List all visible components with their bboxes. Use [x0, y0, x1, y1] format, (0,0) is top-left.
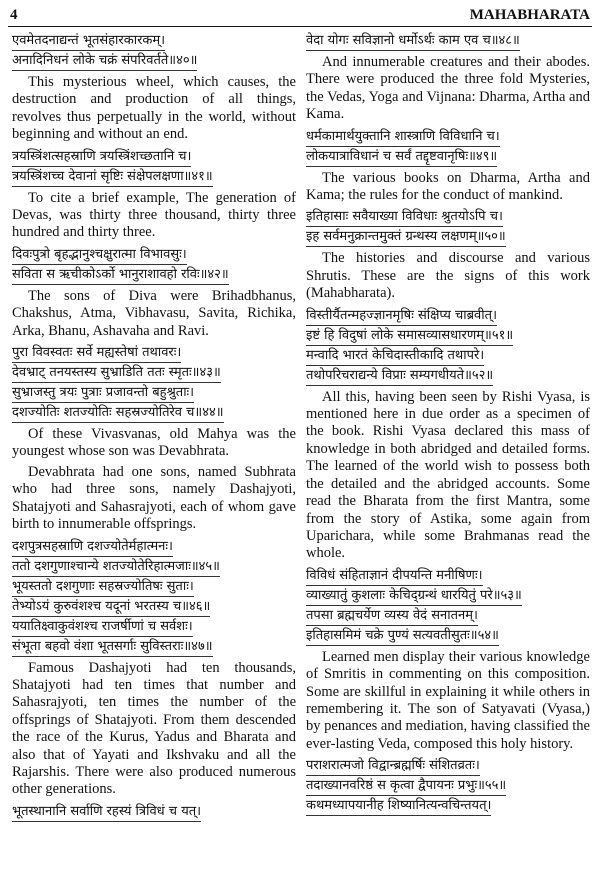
- verse-text: भूतस्थानानि सर्वाणि रहस्यं त्रिविधं च यत्।: [12, 802, 201, 822]
- verse-text: मन्वादि भारतं केचिदास्तीकादि तथापरे।: [306, 346, 484, 366]
- page-header: [8, 6, 592, 27]
- verse-text: दशज्योतिः शतज्योतिः सहस्रज्योतिरेव च॥४४॥: [12, 403, 224, 423]
- translation-paragraph: Devabhrata had one sons, named Subhrata who had three sons, namely Dashajyoti, Shatajyoti and Sahasrajyoti, each of whom gave birth to innumerable offsprings.: [12, 463, 296, 533]
- sanskrit-verse-line: [12, 343, 296, 363]
- verse-text: वेदा योगः सविज्ञानो धर्मोऽर्थः काम एव च॥४८॥: [306, 31, 520, 51]
- verse-text: संभूता बहवो वंशा भूतसर्गाः सुविस्तराः॥४७॥: [12, 637, 213, 657]
- sanskrit-verse-line: [12, 637, 296, 657]
- sanskrit-verse-line: [12, 617, 296, 637]
- verse-text: दशपुत्रसहस्राणि दशज्योतेर्महात्मनः।: [12, 537, 173, 557]
- verse-text: इतिहासाः सवैयाख्या विविधाः श्रुतयोऽपि च।: [306, 207, 503, 227]
- verse-text: देवभ्राट् तनयस्तस्य सुभ्राडिति ततः स्मृतः॥४३॥: [12, 363, 221, 383]
- sanskrit-verse-line: [306, 756, 590, 776]
- verse-text: इह सर्वमनुक्रान्तमुक्तं ग्रन्थस्य लक्षणम्॥५०॥: [306, 227, 506, 247]
- translation-paragraph: All this, having been seen by Rishi Vyasa, is mentioned here in due order as a specimen of the book. Rishi Vyasa declared this mass of knowledge in both abridged and detailed forms. The learned of the world wish to possess both the detailed and the abridged accounts. Some read the Bharata from the first Mantra, some from the story of Astika, some again from Uparichara, while some Brahmanas read the whole.: [306, 388, 590, 562]
- verse-text: ययातिक्ष्वाकुवंशश्च राजर्षीणां च सर्वशः।: [12, 617, 193, 637]
- right-column: [306, 31, 592, 822]
- sanskrit-verse-line: [306, 147, 590, 167]
- book-title: MAHABHARATA: [469, 7, 590, 23]
- sanskrit-verse-line: [306, 31, 590, 51]
- sanskrit-verse-line: [12, 245, 296, 265]
- sanskrit-verse-line: [12, 557, 296, 577]
- sanskrit-verse-line: [306, 776, 590, 796]
- translation-paragraph: The histories and discourse and various Shrutis. These are the signs of this work (Mahabharata).: [306, 250, 590, 302]
- sanskrit-verse-line: [12, 265, 296, 285]
- verse-text: अनादिनिधनं लोके चक्रं संपरिवर्तते॥४०॥: [12, 51, 197, 71]
- translation-paragraph: Famous Dashajyoti had ten thousands, Shatajyoti had ten times that number and Sahasrajyoti, ten times the number of the offsprings of Shatajyoti. From them descended the race of the Kurus, Yadus and Bharata and also that of Yayati and Ikshvaku and all the Rajarshis. There were also produced numerous other generations.: [12, 659, 296, 798]
- sanskrit-verse-line: [12, 403, 296, 423]
- page-number: 4: [10, 7, 18, 23]
- sanskrit-verse-line: [12, 51, 296, 71]
- verse-text: विविधं संहिताज्ञानं दीपयन्ति मनीषिणः।: [306, 566, 483, 586]
- verse-text: तेभ्योऽयं कुरुवंशश्च यदूनां भरतस्य च॥४६॥: [12, 597, 210, 617]
- verse-text: ततो दशगुणाश्चान्ये शतज्योतेरिहात्मजाः॥४५॥: [12, 557, 220, 577]
- verse-text: लोकयात्राविधानं च सर्वं तद्दृष्टवानृषिः॥४९॥: [306, 147, 497, 167]
- sanskrit-verse-line: [306, 606, 590, 626]
- text-columns: [8, 31, 592, 822]
- verse-text: इष्टं हि विदुषां लोके समासव्यासधारणम्॥५१॥: [306, 326, 513, 346]
- sanskrit-verse-line: [306, 127, 590, 147]
- sanskrit-verse-line: [306, 796, 590, 816]
- verse-text: तदाख्यानवरिष्ठं स कृत्वा द्वैपायनः प्रभुः॥५५॥: [306, 776, 506, 796]
- sanskrit-verse-line: [12, 802, 296, 822]
- sanskrit-verse-line: [306, 306, 590, 326]
- sanskrit-verse-line: [306, 366, 590, 386]
- translation-paragraph: Learned men display their various knowledge of Smritis in commenting on this composition. Some are skillful in explaining it while others in remembering it. The son of Satyavati (Vyasa,) by penances and mediation, having classified the ever-lasting Veda, composed this holy history.: [306, 648, 590, 752]
- verse-text: तथोपरिचराद्यन्ये विप्राः सम्यगधीयते॥५२॥: [306, 366, 493, 386]
- sanskrit-verse-line: [306, 626, 590, 646]
- verse-text: धर्मकामार्थयुक्तानि शास्त्राणि विविधानि च।: [306, 127, 500, 147]
- sanskrit-verse-line: [306, 346, 590, 366]
- verse-text: एवमेतदनाद्यन्तं भूतसंहारकारकम्।: [12, 31, 165, 51]
- verse-text: दिवःपुत्रो बृहद्भानुश्चक्षुरात्मा विभावसुः।: [12, 245, 187, 265]
- verse-text: पराशरात्मजो विद्वान्ब्रह्मर्षिः संशितव्रतः।: [306, 756, 480, 776]
- translation-paragraph: The various books on Dharma, Artha and Kama; the rules for the conduct of mankind.: [306, 169, 590, 204]
- sanskrit-verse-line: [306, 566, 590, 586]
- sanskrit-verse-line: [12, 147, 296, 167]
- sanskrit-verse-line: [12, 363, 296, 383]
- verse-text: पुरा विवस्वतः सर्वे मह्यस्तेषां तथावरः।: [12, 343, 181, 363]
- verse-text: भूयस्ततो दशगुणाः सहस्रज्योतिषः सुताः।: [12, 577, 194, 597]
- sanskrit-verse-line: [306, 586, 590, 606]
- translation-paragraph: Of these Vivasvanas, old Mahya was the youngest whose son was Devabhrata.: [12, 426, 296, 460]
- sanskrit-verse-line: [12, 31, 296, 51]
- translation-paragraph: The sons of Diva were Brihadbhanus, Chakshus, Atma, Vibhavasu, Savita, Richika, Arka, Bhanu, Ashavaha and Ravi.: [12, 287, 296, 339]
- left-column: [8, 31, 296, 822]
- verse-text: विस्तीर्यैतन्महज्ज्ञानमृषिः संक्षिप्य चाब्रवीत्।: [306, 306, 497, 326]
- translation-paragraph: This mysterious wheel, which causes, the destruction and production of all things, revolves thus perpetually in the world, without beginning and without an end.: [12, 74, 296, 143]
- sanskrit-verse-line: [12, 597, 296, 617]
- sanskrit-verse-line: [306, 207, 590, 227]
- verse-text: कथमध्यापयानीह शिष्यानित्यन्वचिन्तयत्।: [306, 796, 491, 816]
- verse-text: सविता स ऋचीकोऽर्को भानुराशावहो रविः॥४२॥: [12, 265, 229, 285]
- sanskrit-verse-line: [12, 577, 296, 597]
- translation-paragraph: To cite a brief example, The generation of Devas, was thirty three thousand, thirty three hundred and thirty three.: [12, 189, 296, 241]
- verse-text: व्याख्यातुं कुशलाः केचिद्ग्रन्थं धारयितुं परे॥५३॥: [306, 586, 522, 606]
- verse-text: सुभ्राजस्तु त्रयः पुत्राः प्रजावन्तो बहुश्रुताः।: [12, 383, 194, 403]
- sanskrit-verse-line: [306, 326, 590, 346]
- verse-text: त्रयस्त्रिंशत्सहस्राणि त्रयस्त्रिंशच्छतानि च।: [12, 147, 191, 167]
- sanskrit-verse-line: [12, 167, 296, 187]
- sanskrit-verse-line: [12, 383, 296, 403]
- translation-paragraph: And innumerable creatures and their abodes. There were produced the three fold Mysteries, the Vedas, Yoga and Vijnana: Dharma, Artha and Kama.: [306, 54, 590, 123]
- verse-text: इतिहासमिमं चक्रे पुण्यं सत्यवतीसुतः॥५४॥: [306, 626, 499, 646]
- verse-text: तपसा ब्रह्मचर्येण व्यस्य वेदं सनातनम्।: [306, 606, 478, 626]
- verse-text: त्रयस्त्रिंशच्च देवानां सृष्टिः संक्षेपलक्षणा॥४१॥: [12, 167, 213, 187]
- sanskrit-verse-line: [12, 537, 296, 557]
- sanskrit-verse-line: [306, 227, 590, 247]
